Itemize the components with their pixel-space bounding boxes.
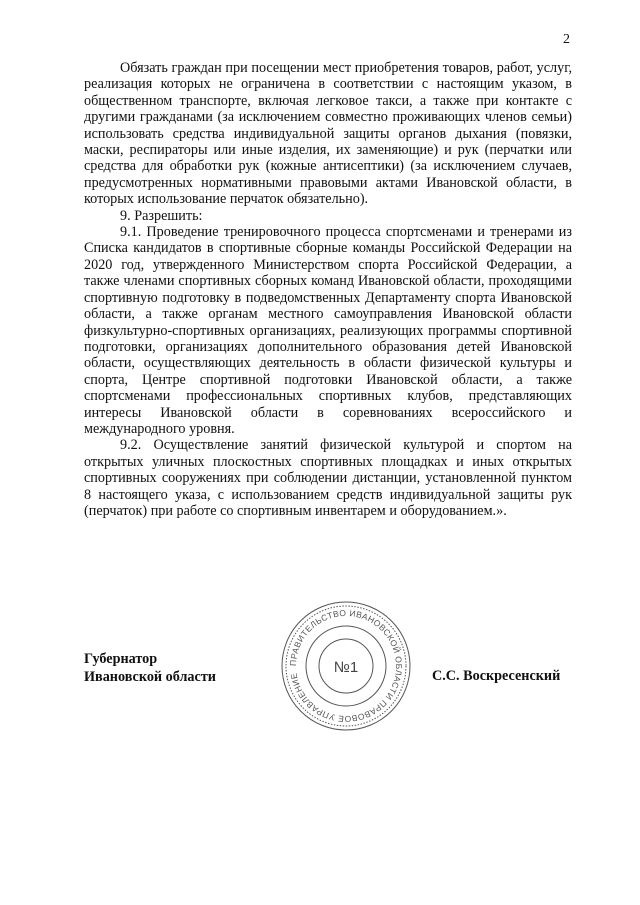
signatory-title-line-2: Ивановской области [84,669,216,685]
stamp-ring-text: ПРАВИТЕЛЬСТВО ИВАНОВСКОЙ ОБЛАСТИ ПРАВОВОЕ УПРАВЛЕНИЕ [287,607,405,725]
stamp-center-number: №1 [333,659,359,676]
page-number: 2 [563,32,570,47]
paragraph-item-9: 9. Разрешить: [120,207,203,224]
signatory-name: С.С. Воскресенский [432,668,561,684]
paragraph-item-9-2: 9.2. Осуществление занятий физической культурой и спортом на открытых уличных плоскостных спортивных площадках и иных открытых спортивных сооружениях при соблюдении дистанции, установленной пунктом 8 настоящего указа, с использованием средств индивидуальной защиты рук (перчаток) при работе со спортивным инвентарем и оборудованием.». [84,437,572,519]
signatory-title [84,650,216,686]
official-stamp [276,596,416,736]
paragraph-obligation: Обязать граждан при посещении мест приобретения товаров, работ, услуг, реализация которых не ограничена в соответствии с настоящим указом, в общественном транспорте, включая легковое такси, а также при контакте с другими гражданами (за исключением совместно проживающих членов семьи) использовать средства индивидуальной защиты органов дыхания (повязки, маски, респираторы или иные изделия, их заменяющие) и рук (перчатки или средства для обработки рук (кожные антисептики) (за исключением случаев, предусмотренных нормативными правовыми актами Ивановской области, в которых использование перчаток обязательно). [84,60,572,208]
paragraph-item-9-1: 9.1. Проведение тренировочного процесса спортсменами и тренерами из Списка кандидатов в спортивные сборные команды Российской Федерации на 2020 год, утвержденного Министерством спорта Российской Федерации, а также членами спортивных сборных команд Ивановской области, проходящими спортивную подготовку в подведомственных Департаменту спорта Ивановской области, а также органам местного самоуправления Ивановской области физкультурно-спортивных организациях, реализующих программы спортивной подготовки, организациях дополнительного образования детей Ивановской области, осуществляющих деятельность в области физической культуры и спорта, Центре спортивной подготовки Ивановской области, а также спортсменами профессиональных спортивных клубов, представляющих интересы Ивановской области в соревнованиях всероссийского и международного уровня. [84,224,572,437]
signatory-title-line-1: Губернатор [84,651,158,667]
document-body [84,60,572,519]
